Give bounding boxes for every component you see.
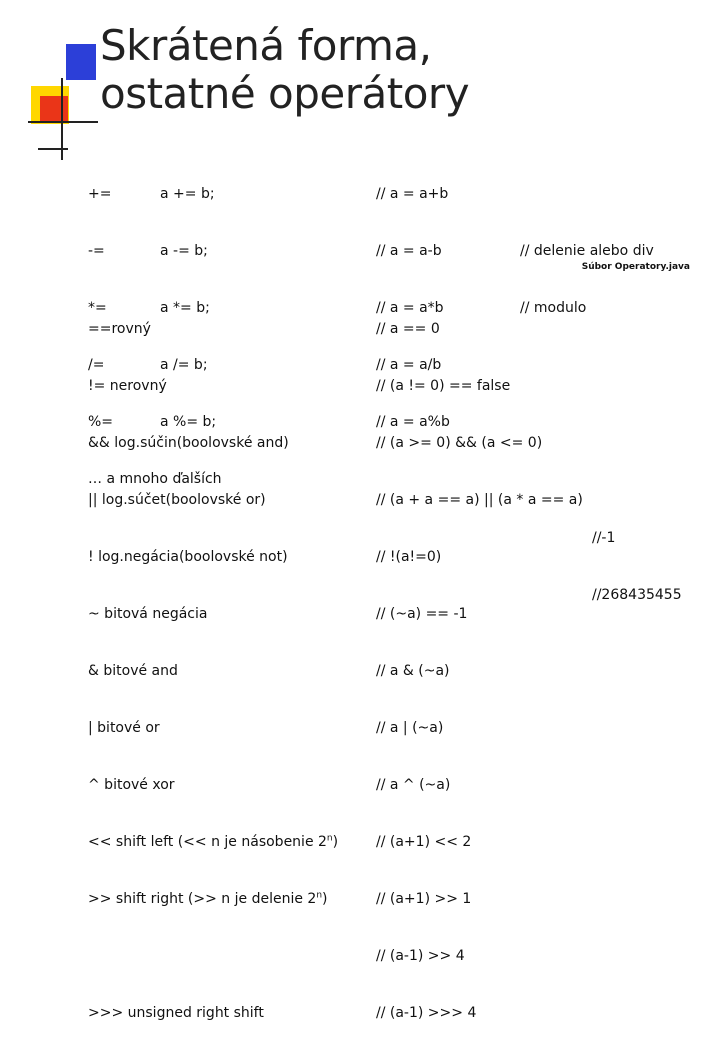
operator-comment: // (a-1) >> 4 <box>376 948 465 964</box>
operator-item: & bitové and <box>88 663 178 679</box>
shortform-op: += <box>88 186 112 202</box>
operator-item: ==rovný <box>88 321 151 337</box>
shortform-expr: a += b; <box>160 186 215 202</box>
decor-blue-square <box>66 44 96 80</box>
operator-note: //268435455 <box>592 587 682 603</box>
shortform-comment: // a = a*b <box>376 300 444 316</box>
shift-left-text: << shift left (<< n je násobenie 2 <box>88 834 327 850</box>
operator-comment: // (a >= 0) && (a <= 0) <box>376 435 543 451</box>
title-line-2: ostatné operátory <box>100 69 470 118</box>
operator-item-empty <box>88 947 338 966</box>
operator-item: ^ bitové xor <box>88 777 175 793</box>
shift-right-text: >> shift right (>> n je delenie 2 <box>88 891 317 907</box>
operator-comment: // !(a!=0) <box>376 549 442 565</box>
shift-right-exponent: n <box>316 890 323 901</box>
decor-red-square <box>40 96 68 122</box>
operator-item: && log.súčin(boolovské and) <box>88 435 289 451</box>
shortform-expr: a /= b; <box>160 357 208 373</box>
operator-item: >>> unsigned right shift <box>88 1005 264 1021</box>
operator-comment: // a & (~a) <box>376 663 450 679</box>
decor-horizontal-line-short <box>38 148 68 150</box>
more-text: … a mnoho ďalších <box>88 471 222 487</box>
operator-item: || log.súčet(boolovské or) <box>88 492 266 508</box>
operator-comment: // a == 0 <box>376 321 440 337</box>
shift-left-close: ) <box>332 834 339 850</box>
shortform-comment: // a = a/b <box>376 357 442 373</box>
operator-item: ! log.negácia(boolovské not) <box>88 549 288 565</box>
shift-left-exponent: n <box>326 833 333 844</box>
shortform-op: -= <box>88 243 105 259</box>
shortform-comment: // a = a-b <box>376 243 442 259</box>
operator-comment: // a ^ (~a) <box>376 777 451 793</box>
operators-comments <box>376 282 583 1042</box>
operator-comment: // (a != 0) == false <box>376 378 511 394</box>
shortform-comment: // a = a+b <box>376 186 449 202</box>
operator-item-shift-left <box>88 833 338 852</box>
operator-comment: // (~a) == -1 <box>376 606 468 622</box>
operator-item: | bitové or <box>88 720 160 736</box>
operator-item-shift-right <box>88 890 338 909</box>
shortform-expr: a -= b; <box>160 243 208 259</box>
shortform-op: %= <box>88 414 114 430</box>
shortform-expr: a *= b; <box>160 300 210 316</box>
shortform-expr: a %= b; <box>160 414 217 430</box>
operator-comment: // (a+1) << 2 <box>376 834 472 850</box>
operators-notes <box>592 491 682 624</box>
operator-comment: // (a-1) >>> 4 <box>376 1005 477 1021</box>
shortform-op: /= <box>88 357 105 373</box>
shift-right-close: ) <box>322 891 328 907</box>
operator-comment: // (a + a == a) || (a * a == a) <box>376 492 583 508</box>
shortform-comment: // a = a%b <box>376 414 450 430</box>
shortform-note: // modulo <box>520 300 587 316</box>
shortform-note: // delenie alebo div <box>520 243 654 259</box>
file-label: Súbor Operatory.java <box>581 262 690 272</box>
operators-list <box>88 282 338 1042</box>
title-line-1: Skrátená forma, <box>100 21 432 70</box>
operator-item: ~ bitová negácia <box>88 606 208 622</box>
operator-comment: // a | (~a) <box>376 720 444 736</box>
operator-comment: // (a+1) >> 1 <box>376 891 472 907</box>
operator-item: != nerovný <box>88 378 167 394</box>
shortform-op: *= <box>88 300 107 316</box>
slide-title <box>100 22 469 118</box>
decor-horizontal-line <box>28 121 98 123</box>
operator-note: //-1 <box>592 530 616 546</box>
